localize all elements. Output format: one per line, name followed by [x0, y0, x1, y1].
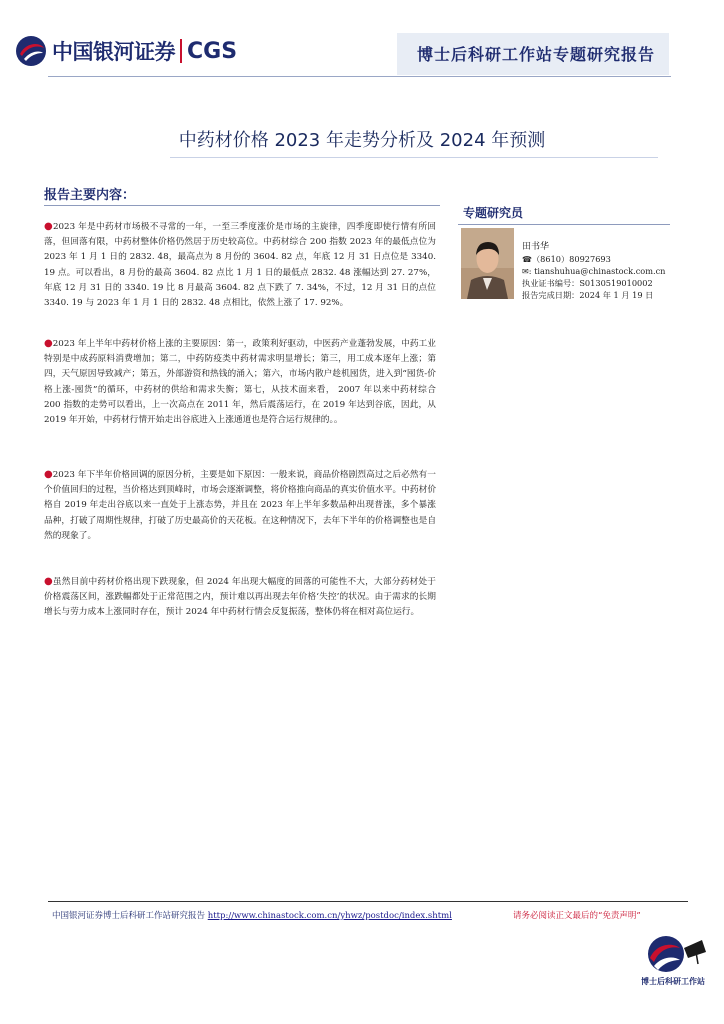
bullet-icon: ●: [44, 576, 53, 587]
brand-name-en: CGS: [187, 38, 238, 64]
header-divider: [48, 76, 671, 77]
analyst-name: 田书华: [522, 242, 550, 252]
paragraph-text: 2023 年下半年价格回调的原因分析，主要是如下原因：一般来说，商品价格剧烈高过之后必然有一个价值回归的过程，当价格达到顶峰时，市场会逐渐调整，将价格推向商品的真实价值水平。中药材价格自 2019 年走出谷底以来一直处于上涨态势，并且在 2023 年上半年多数品种出现普涨，多个暴涨品种，打破了周期性规律，打破了历史最高价的天花板。在这种情况下，去年下半年的价格调整也是自然的现象了。: [44, 470, 436, 541]
paragraph-4: [44, 574, 436, 621]
footer-divider: [48, 901, 688, 902]
report-date: 报告完成日期：2024 年 1 月 19 日: [522, 290, 654, 300]
analyst-photo: [461, 228, 514, 299]
analyst-phone: ☎（8610）80927693: [522, 254, 611, 264]
section-heading: 报告主要内容：: [44, 188, 136, 203]
paragraph-3: [44, 467, 436, 544]
analyst-heading: 专题研究员: [463, 206, 524, 220]
brand-name-cn: 中国银河证券: [52, 40, 175, 64]
paragraph-2: [44, 336, 436, 428]
analyst-email[interactable]: ✉: tianshuhua@chinastock.com.cn: [522, 266, 666, 276]
section-divider: [44, 205, 440, 206]
postdoc-station-label: 博士后科研工作站: [641, 977, 705, 986]
paragraph-1: [44, 219, 436, 311]
footer-source: 中国银河证券博士后科研工作站研究报告 http://www.chinastock.com.cn/yhwz/postdoc/index.shtml: [52, 911, 452, 921]
title-underline: [170, 157, 658, 158]
disclaimer-note: 请务必阅读正文最后的“免责声明”: [513, 911, 641, 921]
footer-link[interactable]: http://www.chinastock.com.cn/yhwz/postdoc/index.shtml: [207, 911, 452, 921]
bullet-icon: ●: [44, 338, 53, 349]
email-icon: ✉: [522, 267, 529, 276]
report-series-title: 博士后科研工作站专题研究报告: [417, 45, 656, 64]
person-portrait-icon: [461, 228, 514, 299]
document-title: 中药材价格 2023 年走势分析及 2024 年预测: [178, 130, 546, 151]
brand-logo: [14, 34, 237, 68]
bullet-icon: ●: [44, 469, 53, 480]
paragraph-text: 2023 年上半年中药材价格上涨的主要原因：第一，政策利好驱动，中医药产业蓬勃发展，中药工业特别是中成药原料消费增加；第二，中药防疫类中药材需求明显增长；第三，用工成本逐年上涨；第四，天气原因导致减产；第五，外部游资和热钱的涌入；第六，市场内散户趁机囤货，进入到“囤货-价格上涨-囤货”的循环，中药材的供给和需求失衡；第七，从技术面来看， 2007 年以来中药材综合 200 指数的走势可以看出，上一次高点在 2011 年，然后震荡运行，在 2019 年达到谷底，因此，从 2019 年开始，中药材行情开始走出谷底进入上涨通道也是符合运行规律的。。: [44, 339, 436, 426]
bullet-icon: ●: [44, 221, 53, 232]
paragraph-text: 虽然目前中药材价格出现下跌现象，但 2024 年出现大幅度的回落的可能性不大，大部分药材处于价格震荡区间，涨跌幅都处于正常范围之内，预计难以再出现去年价格‘失控’的状况。由于需求的长期增长与劳力成本上涨同时存在，预计 2024 年中药材行情会反复振荡，整体仍将在相对高位运行。: [44, 577, 436, 618]
phone-icon: ☎: [522, 255, 532, 264]
paragraph-text: 2023 年是中药材市场极不寻常的一年，一至三季度涨价是市场的主旋律，四季度即使行情有所回落，但回落有限，中药材整体价格仍然居于历史较高位。中药材综合 200 指数 2023 年的最低点位为 2023 年 1 月 1 日的 2832. 48，最高点为 8 月份的 3604. 82 点，年底 12 月 31 日点位是 3340. 19 点。可以看出，8 月份的最高 3604. 82 点比 1 月 1 日的最低点 2832. 48 涨幅达到 27. 27%，年底 12 月 31 日的 3340. 19 比 8 月最高 3604. 82 点下跌了 7. 34%，不过，12 月 31 日的点位 3340. 19 与 2023 年 1 月 1 日的 2832. 48 点相比，依然上涨了 17. 92%。: [44, 222, 436, 309]
galaxy-logo-icon: [14, 34, 48, 68]
brand-separator: [180, 39, 182, 63]
analyst-divider: [458, 224, 670, 225]
analyst-cert: 执业证书编号：S0130519010002: [522, 278, 653, 288]
